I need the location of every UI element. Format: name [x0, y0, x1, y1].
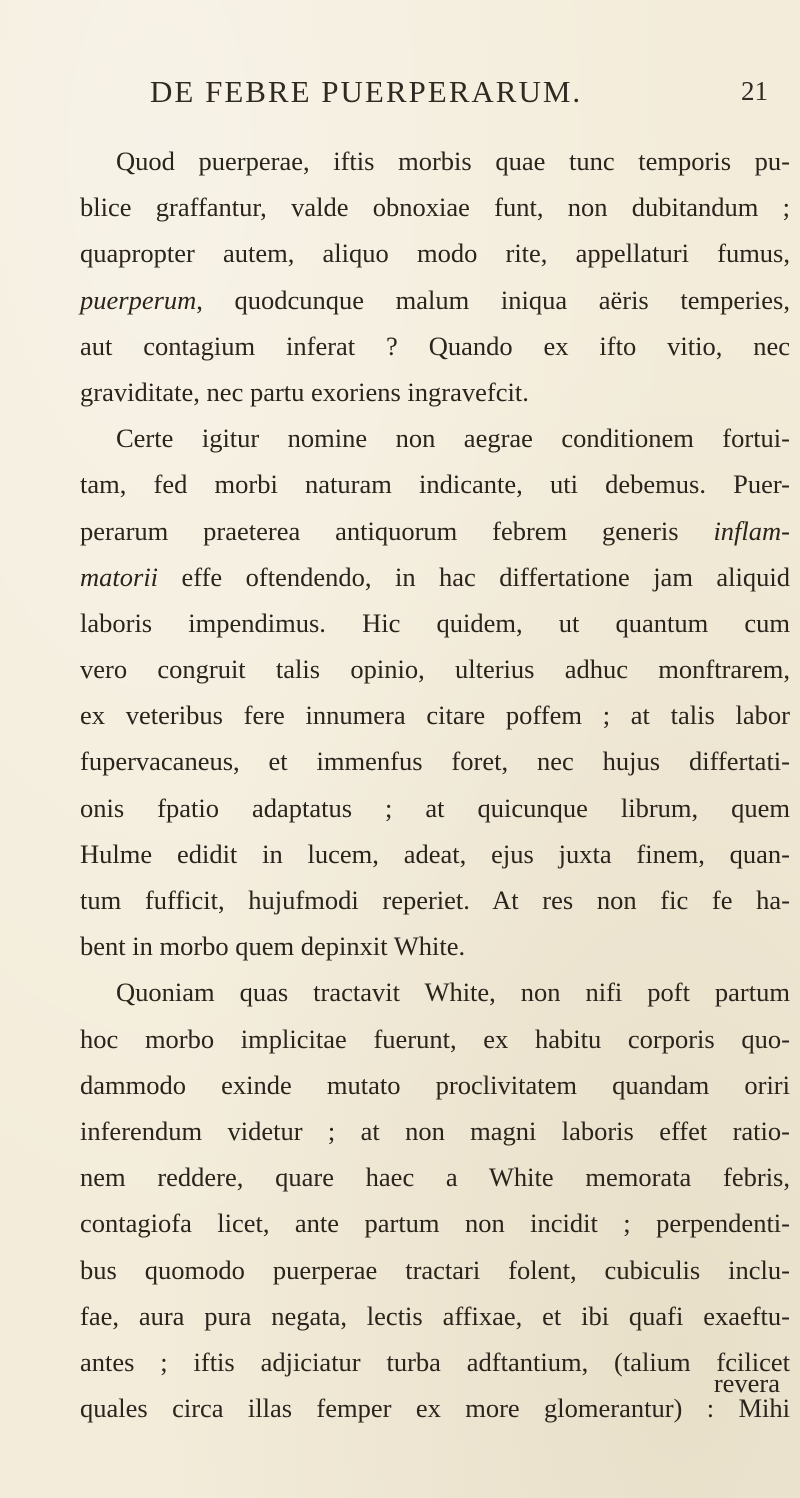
- text-line: contagiofa licet, ante partum non incidit ; perpendenti-: [80, 1208, 790, 1239]
- body-text: [80, 138, 790, 1431]
- text-line: Hulme edidit in lucem, adeat, ejus juxta finem, quan-: [80, 838, 790, 869]
- text-line: Certe igitur nomine non aegrae conditionem fortui-: [116, 423, 790, 454]
- text-line: bus quomodo puerperae tractari folent, cubiculis inclu-: [80, 1254, 790, 1285]
- text-line: ex veteribus fere innumera citare poffem ; at talis labor: [80, 700, 790, 731]
- text-line: graviditate, nec partu exoriens ingravefcit.: [80, 376, 529, 407]
- text-line: antes ; iftis adjiciatur turba adftantium, (talium fcilicet: [80, 1346, 790, 1377]
- text-line: vero congruit talis opinio, ulterius adhuc monftrarem,: [80, 654, 790, 685]
- text-line: quapropter autem, aliquo modo rite, appellaturi fumus,: [80, 238, 790, 269]
- text-line: dammodo exinde mutato proclivitatem quandam oriri: [80, 1069, 790, 1100]
- italic-term: inflam-: [713, 515, 790, 546]
- text-segment: perarum praeterea antiquorum febrem generis: [80, 515, 714, 546]
- text-line: [80, 277, 790, 323]
- text-line: onis fpatio adaptatus ; at quicunque librum, quem: [80, 792, 790, 823]
- text-line: Quod puerperae, iftis morbis quae tunc temporis pu-: [116, 146, 790, 176]
- text-line: laboris impendimus. Hic quidem, ut quantum cum: [80, 607, 790, 638]
- text-line: quales circa illas femper ex more glomerantur) : Mihi: [80, 1393, 790, 1424]
- text-line: bent in morbo quem depinxit White.: [80, 931, 466, 962]
- text-line: hoc morbo implicitae fuerunt, ex habitu corporis quo-: [80, 1023, 790, 1054]
- running-head: [0, 74, 800, 124]
- text-line: nem reddere, quare haec a White memorata febris,: [80, 1162, 790, 1193]
- text-line: fae, aura pura negata, lectis affixae, et ibi quafi exaeftu-: [80, 1300, 790, 1331]
- text-line: [80, 554, 790, 600]
- page-number: 21: [741, 76, 768, 106]
- text-segment: effe oftendendo, in hac differtatione jam aliquid: [158, 561, 790, 592]
- text-line: [80, 508, 790, 554]
- text-line: tam, fed morbi naturam indicante, uti debemus. Puer-: [80, 469, 790, 500]
- running-title: DE FEBRE PUERPERARUM.: [150, 74, 583, 109]
- text-line: inferendum videtur ; at non magni laboris effet ratio-: [80, 1115, 790, 1146]
- text-line: aut contagium inferat ? Quando ex ifto vitio, nec: [80, 330, 790, 361]
- text-segment: , quodcunque malum iniqua aëris temperies,: [196, 284, 790, 315]
- catchword: revera: [713, 1368, 780, 1398]
- italic-term: puerperum: [80, 284, 197, 315]
- italic-term: matorii: [80, 561, 159, 592]
- text-line: fupervacaneus, et immenfus foret, nec hujus differtati-: [80, 746, 790, 777]
- text-line: blice graffantur, valde obnoxiae funt, non dubitandum ;: [80, 192, 790, 223]
- text-line: tum fufficit, hujufmodi reperiet. At res non fic fe ha-: [80, 885, 790, 915]
- text-line: Quoniam quas tractavit White, non nifi poft partum: [116, 977, 790, 1008]
